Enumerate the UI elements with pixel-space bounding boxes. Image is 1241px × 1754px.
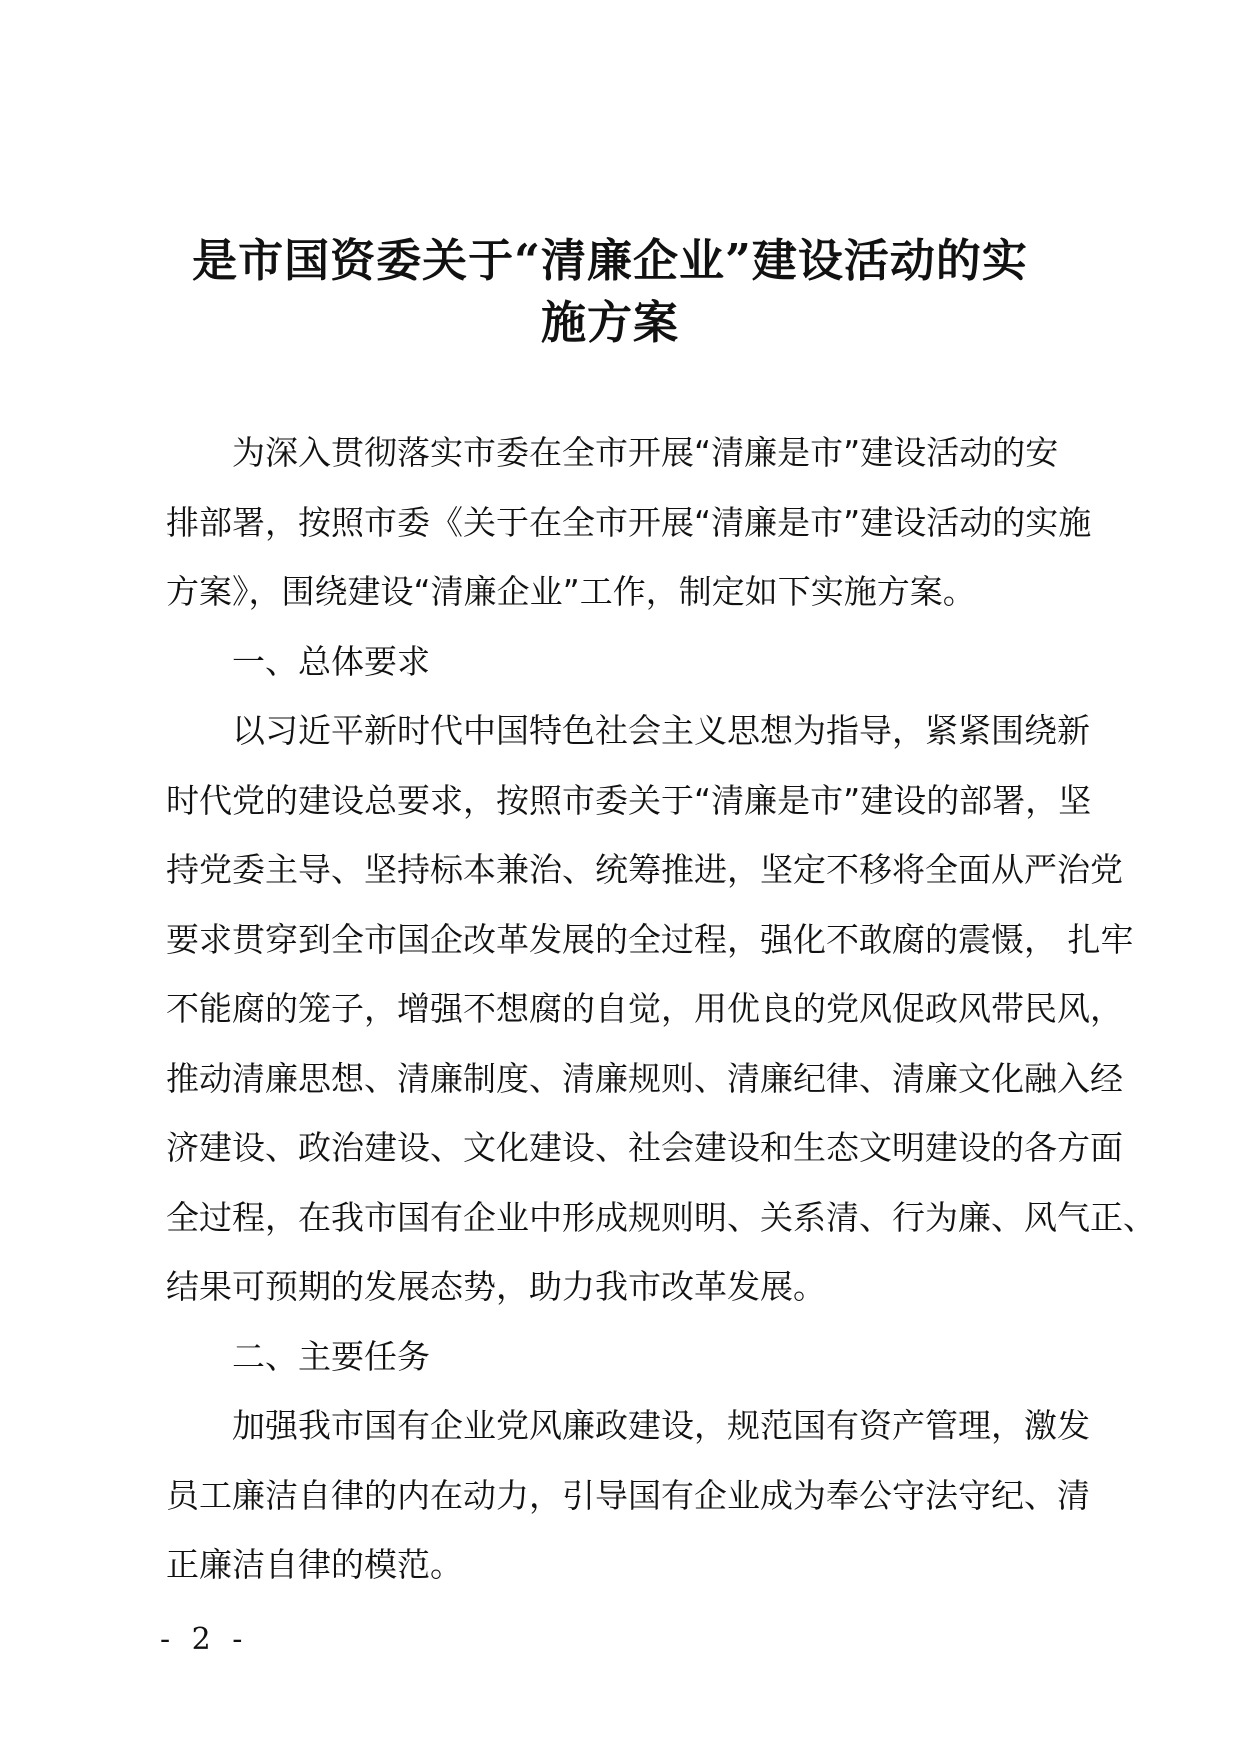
section-heading-1: 一、总体要求 (232, 641, 430, 681)
body-line: 要求贯穿到全市国企改革发展的全过程，强化不敢腐的震慑， 扎牢 (166, 919, 1134, 959)
body-line: 为深入贯彻落实市委在全市开展“清廉是市”建设活动的安 (232, 433, 1059, 472)
body-line: 推动清廉思想、清廉制度、清廉规则、清廉纪律、清廉文化融入经 (166, 1058, 1123, 1098)
body-line: 排部署，按照市委《关于在全市开展“清廉是市”建设活动的实施 (166, 502, 1092, 542)
body-line: 全过程，在我市国有企业中形成规则明、关系清、行为廉、风气正、 (166, 1197, 1156, 1237)
title-line-2: 施方案 (540, 296, 679, 349)
body-line: 以习近平新时代中国特色社会主义思想为指导，紧紧围绕新 (232, 711, 1090, 750)
body-line: 时代党的建设总要求，按照市委关于“清廉是市”建设的部署，坚 (166, 780, 1092, 820)
document-body (166, 418, 1156, 1600)
body-line: 正廉洁自律的模范。 (166, 1545, 463, 1584)
document-title (160, 230, 1060, 354)
body-line: 结果可预期的发展态势，助力我市改革发展。 (166, 1267, 826, 1306)
body-line: 方案》，围绕建设“清廉企业”工作，制定如下实施方案。 (166, 572, 976, 611)
body-line: 加强我市国有企业党风廉政建设，规范国有资产管理，激发 (232, 1406, 1090, 1445)
body-line: 济建设、政治建设、文化建设、社会建设和生态文明建设的各方面 (166, 1128, 1123, 1167)
section-heading-2: 二、主要任务 (232, 1336, 430, 1376)
page-number: - 2 - (160, 1622, 249, 1657)
body-line: 员工廉洁自律的内在动力，引导国有企业成为奉公守法守纪、清 (166, 1475, 1090, 1515)
body-line: 不能腐的笼子，增强不想腐的自觉，用优良的党风促政风带民风， (166, 989, 1123, 1028)
body-line: 持党委主导、坚持标本兼治、统筹推进，坚定不移将全面从严治党 (166, 850, 1123, 889)
title-line-1: 是市国资委关于“清廉企业”建设活动的实 (192, 234, 1028, 287)
